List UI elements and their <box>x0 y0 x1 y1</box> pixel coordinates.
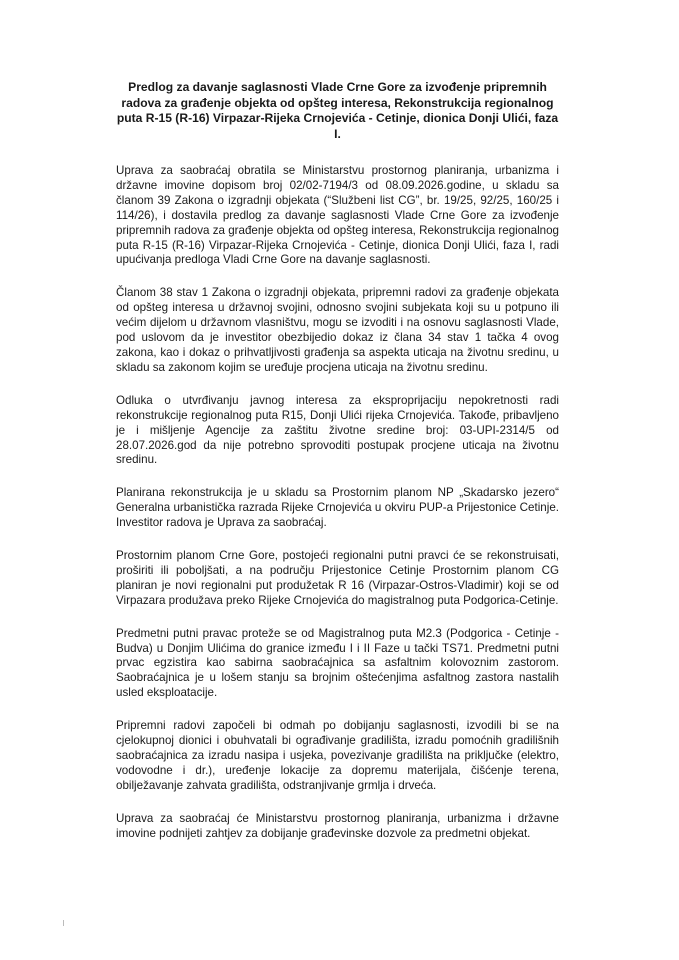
paragraph-preparatory-works: Pripremni radovi započeli bi odmah po dobijanju saglasnosti, izvodili bi se na cjelokupnoj dionici i obuhvatali bi ograđivanje gradilišta, izradu pomoćnih gradilišnih saobraćajnica za izradu nasipa i usjeka, povezivanje gradilišta na priključke (elektro, vodovodne i dr.), uređenje lokacije za dopremu materijala, čišćenje terena, obilježavanje zahvata gradilišta, odstranjivanje grmlja i drveća. <box>116 719 559 792</box>
paragraph-article-38: Članom 38 stav 1 Zakona o izgradnji objekata, pripremni radovi za građenje objekata od opšteg interesa u državnoj svojini, odnosno svojini subjekata koji su u potpuno ili većim dijelom u državnom vlasništvu, mogu se izvoditi i na osnovu saglasnosti Vlade, pod uslovom da je investitor obezbijedio dokaz iz člana 34 stav 1 tačka 4 ovog zakona, kao i dokaz o prihvatljivosti građenja sa aspekta uticaja na životnu sredinu, u skladu sa zakonom kojim se uređuje procjena uticaja na životnu sredinu. <box>116 286 559 374</box>
paragraph-building-permit: Uprava za saobraćaj će Ministarstvu prostornog planiranja, urbanizma i državne imovine podnijeti zahtjev za dobijanje građevinske dozvole za predmetni objekat. <box>116 811 559 840</box>
document-title: Predlog za davanje saglasnosti Vlade Crne Gore za izvođenje pripremnih radova za građenje objekta od opšteg interesa, Rekonstrukcija regionalnog puta R-15 (R-16) Virpazar-Rijeka Crnojevića - Cetinje, dionica Donji Ulići, faza I. <box>116 80 559 141</box>
paragraph-public-interest: Odluka o utvrđivanju javnog interesa za eksproprijaciju nepokretnosti radi rekonstrukcije regionalnog puta R15, Donji Ulići rijeka Crnojevića. Takođe, pribavljeno je i mišljenje Agencije za zaštitu životne sredine broj: 03-UPI-2314/5 od 28.07.2026.god da nije potrebno sprovoditi postupak procjene uticaja na životnu sredinu. <box>116 393 559 467</box>
paragraph-road-description: Predmetni putni pravac proteže se od Magistralnog puta M2.3 (Podgorica - Cetinje - Budva) u Donjim Ulićima do granice između I i II Faze u tački TS71. Predmetni putni prvac egzistira kao sabirna saobraćajnica sa asfaltnim kolovoznim zastorom. Saobraćajnica je u lošem stanju sa brojnim oštećenjima asfaltnog zastora nastalih usled eksploatacije. <box>116 626 559 700</box>
scan-mark <box>63 920 66 926</box>
paragraph-regional-routes: Prostornim planom Crne Gore, postojeći regionalni putni pravci će se rekonstruisati, proširiti ili poboljšati, a na području Prijestonice Cetinje Prostornim planom CG planiran je novi regionalni put produžetak R 16 (Virpazar-Ostros-Vladimir) koji se od Virpazara produžava preko Rijeke Crnojevića do magistralnog puta Podgorica-Cetinje. <box>116 549 559 607</box>
paragraph-spatial-plan: Planirana rekonstrukcija je u skladu sa Prostornim planom NP „Skadarsko jezero“ Generalna urbanistička razrada Rijeke Crnojevića u okviru PUP-a Prijestonice Cetinje. Investitor radova je Uprava za saobraćaj. <box>116 486 559 530</box>
paragraph-request: Uprava za saobraćaj obratila se Ministarstvu prostornog planiranja, urbanizma i državne imovine dopisom broj 02/02-7194/3 od 08.09.2026.godine, u skladu sa članom 39 Zakona o izgradnji objekata (“Službeni list CG”, br. 19/25, 92/25, 160/25 i 114/26), i dostavila predlog za davanje saglasnosti Vlade Crne Gore za izvođenje pripremnih radova za građenje objekta od opšteg interesa, Rekonstrukcija regionalnog puta R-15 (R-16) Virpazar-Rijeka Crnojevića - Cetinje, dionica Donji Ulići, faza I, radi upućivanja predloga Vladi Crne Gore na davanje saglasnosti. <box>116 164 559 267</box>
